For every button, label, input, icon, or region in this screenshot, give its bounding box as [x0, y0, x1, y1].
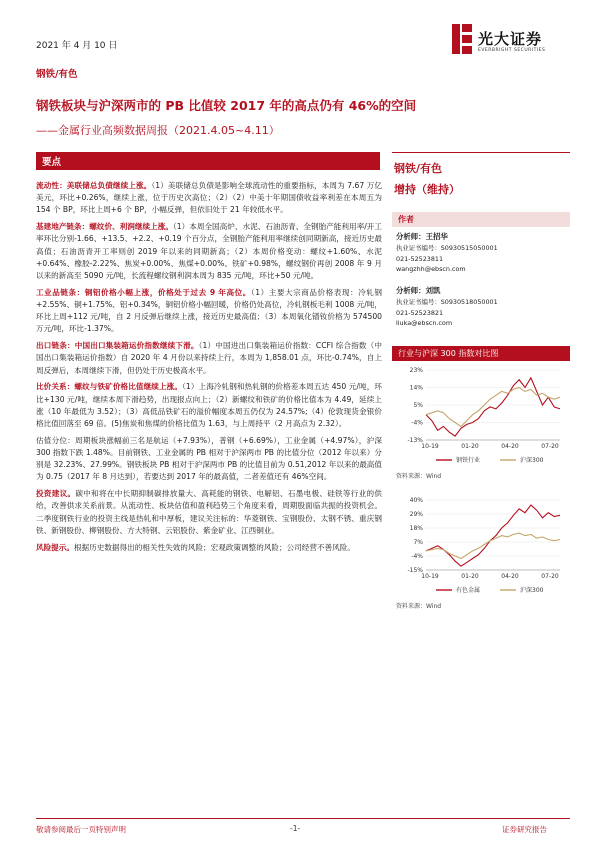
company-logo	[452, 22, 572, 62]
x-tick-label: 07-20	[541, 443, 559, 450]
industry-label: 钢铁/有色	[36, 69, 78, 80]
paragraph-text: 估值分位：周期板块涨幅前三名是航运（+7.93%），普钢（+6.69%），工业金属（+4.97%），沪深 300 指数下跌 1.48%。目前钢铁、工业金属的 PB 相对于沪深两市 PB 的比值分位（2012 年以来）分别是 32.23%、27.99%。钢铁板块 PB 相对于沪深两市 PB 的比值目前为 0.51,2012 年以来的最高值为 0.75（2017 年 8 月达到），若要达到 2017 年的最高值，二者差值还有 46%空间。	[36, 435, 382, 482]
x-tick-label: 07-20	[541, 573, 559, 580]
y-tick-label: 18%	[409, 525, 423, 532]
y-tick-label: 14%	[409, 384, 423, 392]
footer-divider	[36, 818, 570, 819]
x-tick-label: 04-20	[501, 573, 519, 580]
analyst-name: 刘凯	[425, 286, 441, 295]
paragraph-text: （1）美联储总负债是影响全球流动性的重要指标，本周为 7.67 万亿美元，环比+0.26%，继续上涨，位于历史次高位；（2）（2）中美十年期国债收益率利差在本周五为 154 个 BP，环比上周+6 个 BP，小幅反弹，但依旧处于 21 年较低水平。	[36, 181, 383, 215]
summary-body	[36, 180, 382, 558]
logo-english-text: EVERBRIGHT SECURITIES	[478, 48, 546, 53]
legend-label: 沪深300	[520, 457, 544, 464]
analyst-name: 王招华	[425, 232, 448, 241]
report-title: 钢铁板块与沪深两市的 PB 比值较 2017 年的高点仍有 46%的空间	[36, 98, 417, 113]
paragraph-infrastructure	[36, 221, 382, 282]
analyst-card	[396, 232, 498, 275]
paragraph-highlight: 基建地产链条：螺纹价、利润继续上涨。	[36, 222, 173, 232]
report-subtitle: ——金属行业高频数据周报（2021.4.05~4.11）	[36, 124, 280, 137]
paragraph-highlight: 风险提示。	[36, 542, 74, 552]
legend-label: 有色金属	[456, 587, 481, 594]
authors-heading: 作者	[398, 215, 414, 224]
paragraph-text: 碳中和将在中长期抑制碳排放量大、高耗能的钢铁、电解铝、石墨电极、硅铁等行业的供给，改善供求关系前景。从流动性、板块估值和盈利趋势三个角度来看，周期股面临共振的投资机会。二季度钢铁行业的投资主线是热轧和中厚板，建议关注标的：华菱钢铁、宝钢股份、太钢不锈、重庆钢铁、新钢股份、柳钢股份、方大特钢、云铝股份、紫金矿业、江西铜业。	[36, 489, 383, 535]
paragraph-text: （1）本周全国高炉、水泥、石油沥青、全钢胎产能利用率/开工率环比分别-1.66、+13.5、+2.2、+0.19 个百分点，全钢胎产能利用率继续创同期新高，接近历史最高值；石油沥青开工率则创 2019 年以来的同期新高；（2）本周价格变动：螺纹+1.60%、水泥+0.64%、橡胶-2.22%、焦炭+0.00%、焦煤+0.00%、铁矿+0.98%，螺纹钢价再创 2008 年 9 月以来的新高至 5090 元/吨，长流程螺纹钢利润本周为 835 元/吨，环比+50 元/吨。	[36, 222, 383, 281]
legend-label: 沪深300	[520, 587, 544, 594]
chart-source: 资料来源：Wind	[396, 603, 442, 610]
y-tick-label: 23%	[409, 367, 423, 374]
paragraph-text: （1）中国进出口集装箱运价指数：CCFI 综合指数（中国出口集装箱运价指数）自 2020 年 4 月份以来持续上行，本周为 1,858.01 点，环比-0.74%，自上周反弹后，本周继续下滑，但仍处于历史极高水平。	[36, 341, 383, 375]
analyst-phone: 021-52523821	[396, 308, 444, 317]
analyst-cert: 执业证书编号：S0930515050001	[396, 243, 498, 252]
y-tick-label: -15%	[407, 567, 423, 574]
paragraph-text: （1）主要大宗商品价格表现：冷轧钢+2.55%、铜+1.75%、铝+0.34%，铜铝价格小幅回暖，价格仍处高位，冷轧钢板毛利 1008 元/吨，环比上周+112 元/吨，自 2 月反弹后继续上涨，接近历史最高值；（3）本周氧化镨钕价格为 574500 万元/吨，环比-1.37%。	[36, 287, 382, 334]
paragraph-valuation	[36, 435, 382, 484]
chart-heading-bar	[392, 346, 570, 361]
paragraph-highlight: 投资建议。	[36, 489, 76, 499]
paragraph-text: 根据历史数据得出的相关性失效的风险；宏观政策调整的风险；公司经营不善风险。	[73, 542, 355, 552]
sidebar-rating: 增持（维持）	[394, 183, 460, 196]
analyst-label: 分析师：	[396, 286, 426, 295]
y-tick-label: 5%	[413, 402, 423, 409]
paragraph-investment-advice	[36, 488, 382, 537]
paragraph-price-ratio	[36, 381, 382, 430]
y-tick-label: 29%	[409, 511, 423, 518]
analyst-phone: 021-52523811	[396, 254, 444, 263]
paragraph-risk	[36, 542, 382, 554]
nonferrous-vs-hs300-chart	[392, 494, 570, 599]
paragraph-highlight: 工业品链条：铜铝价格小幅上涨，价格处于过去 9 年高位。	[36, 287, 251, 297]
footer-report-type: 证券研究报告	[502, 825, 547, 834]
paragraph-liquidity	[36, 180, 382, 217]
y-tick-label: 7%	[413, 539, 423, 546]
sidebar-industry: 钢铁/有色	[394, 162, 443, 175]
y-tick-label: -4%	[411, 419, 423, 427]
x-tick-label: 10-19	[421, 573, 439, 580]
paragraph-export	[36, 340, 382, 377]
footer-disclaimer[interactable]: 敬请参阅最后一页特别声明	[36, 825, 126, 834]
y-tick-label: -13%	[407, 437, 423, 444]
y-tick-label: 40%	[409, 497, 423, 504]
summary-heading-bar	[36, 152, 380, 169]
steel-vs-hs300-chart	[392, 364, 570, 469]
chart-source: 资料来源：Wind	[396, 473, 442, 480]
x-tick-label: 10-19	[421, 443, 439, 450]
y-tick-label: -4%	[411, 553, 423, 560]
paragraph-highlight: 出口链条：中国出口集装箱运价指数继续下滑。	[36, 341, 199, 351]
x-tick-label: 01-20	[461, 443, 479, 450]
analyst-email[interactable]: wangzhh@ebscn.com	[396, 265, 466, 274]
analyst-email[interactable]: liuka@ebscn.com	[396, 319, 453, 328]
paragraph-highlight: 比价关系：螺纹与铁矿价格比值继续上涨。	[36, 382, 183, 392]
paragraph-text: （1）上海冷轧钢和热轧钢的价格差本周五达 450 元/吨，环比+130 元/吨，继续本周下滑趋势，出现报点向上；（2）新螺纹和铁矿的价格比值本为 4.49，延续上涨（10 年最低为 3.52）；（3）高低品铁矿石的溢价幅度本周五仍仅为 24.57%;（4）伦敦现货金银价格比值回落至 69 倍。(5)焦炭和焦煤的价格比值为 1.63，与上周持平（2 月高点为 2.32）。	[36, 382, 382, 429]
summary-divider	[36, 169, 380, 170]
summary-heading: 要点	[42, 157, 62, 168]
report-date: 2021 年 4 月 10 日	[36, 41, 118, 51]
paragraph-industrial	[36, 287, 382, 336]
analyst-card	[396, 286, 498, 329]
paragraph-highlight: 流动性：美联储总负债继续上涨。	[36, 181, 152, 190]
chart-heading: 行业与沪深 300 指数对比图	[398, 349, 499, 358]
authors-heading-bar	[392, 212, 570, 227]
series-line	[426, 378, 560, 436]
legend-label: 钢铁行业	[456, 457, 481, 464]
series-line	[426, 533, 560, 558]
series-line	[426, 505, 560, 566]
sidebar-divider	[392, 152, 570, 153]
page-number: -1-	[290, 824, 301, 833]
logo-mark-icon	[452, 24, 472, 54]
analyst-label: 分析师：	[396, 232, 426, 241]
logo-text: 光大证券	[478, 30, 543, 48]
x-tick-label: 04-20	[501, 443, 519, 450]
analyst-cert: 执业证书编号：S0930518050001	[396, 297, 498, 306]
x-tick-label: 01-20	[461, 573, 479, 580]
series-line	[426, 388, 560, 427]
